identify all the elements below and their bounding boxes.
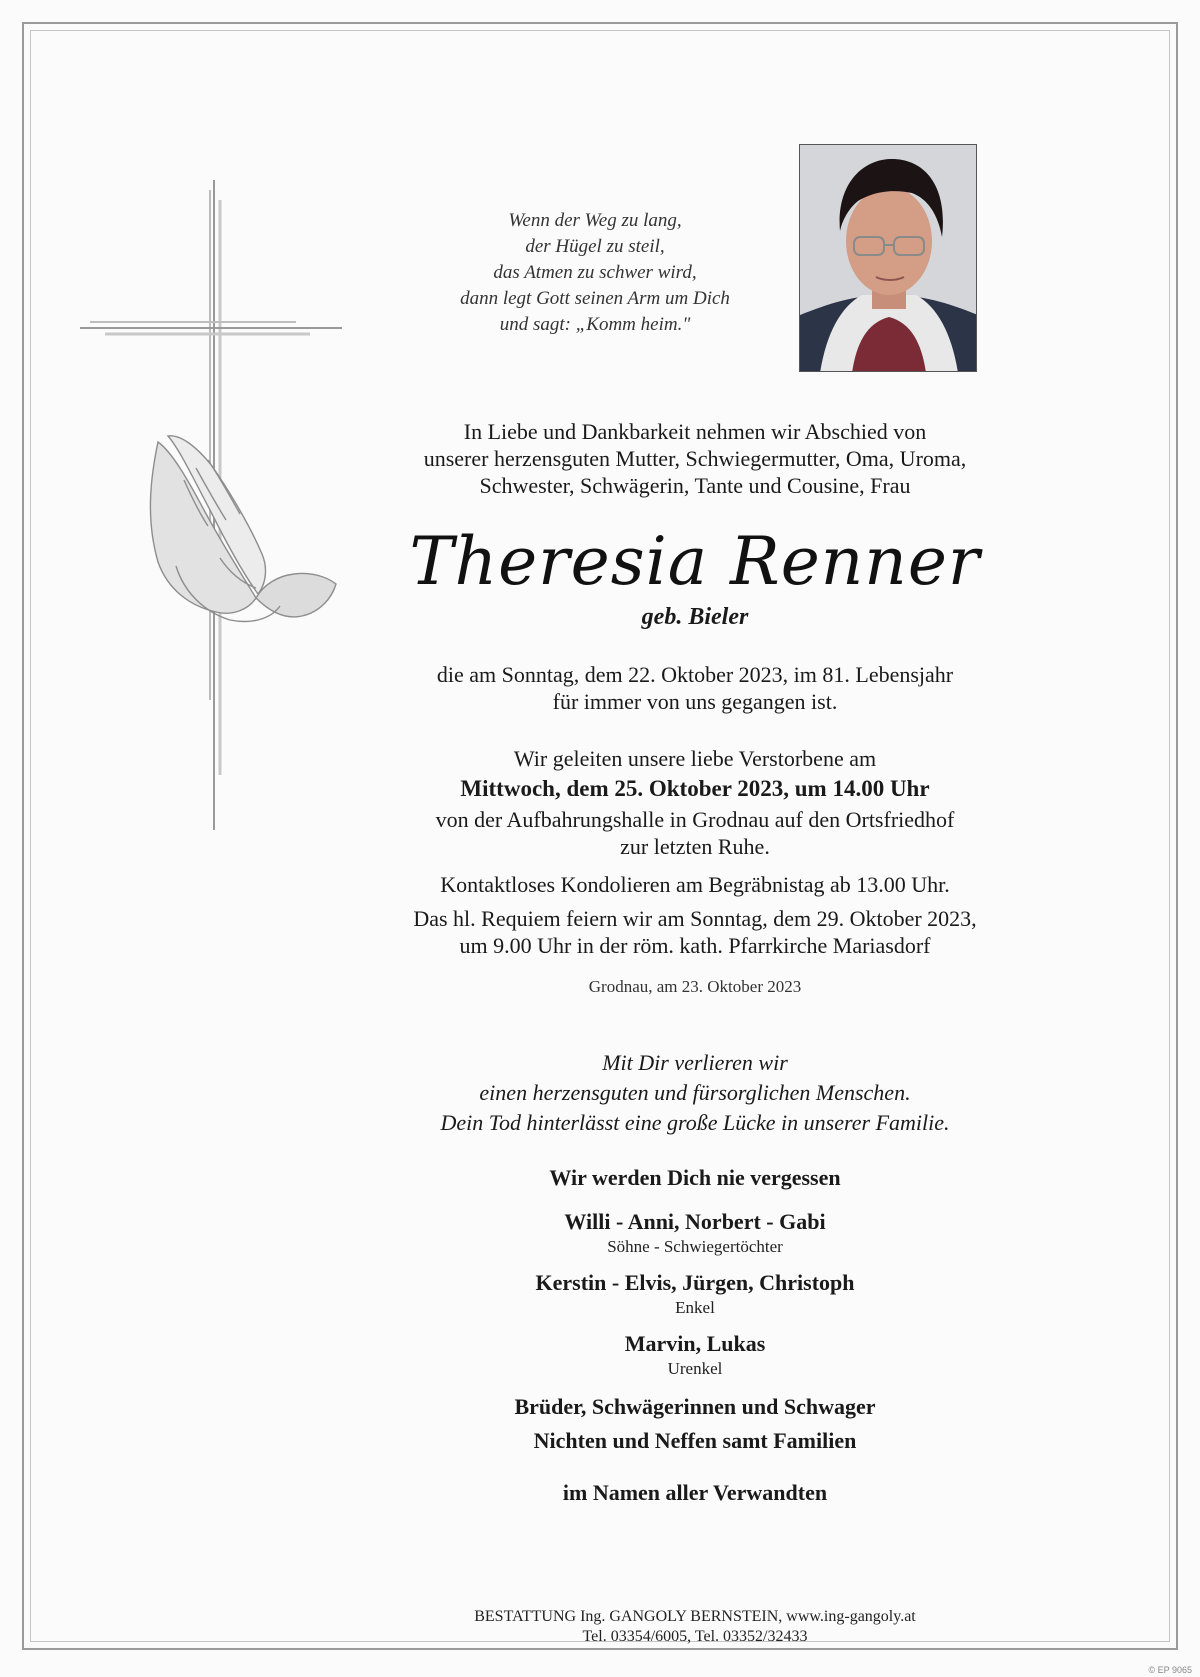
place-and-date: Grodnau, am 23. Oktober 2023 [588, 977, 802, 996]
poem-line: das Atmen zu schwer wird, [493, 262, 697, 283]
poem [400, 208, 790, 338]
death-notice [360, 661, 1030, 715]
print-code: © EP 9065 [1148, 1665, 1192, 1675]
funeral-line: von der Aufbahrungshalle in Grodnau auf den Ortsfriedhof [435, 807, 955, 832]
intro-text [360, 418, 1030, 499]
requiem-line: Das hl. Requiem feiern wir am Sonntag, dem 29. Oktober 2023, [413, 906, 977, 931]
family-heading: Wir werden Dich nie vergessen [549, 1165, 841, 1190]
intro-line: In Liebe und Dankbarkeit nehmen wir Abschied von [463, 419, 927, 444]
funeral-line: Wir geleiten unsere liebe Verstorbene am [513, 746, 877, 771]
family-group [360, 1329, 1030, 1378]
requiem-info [360, 905, 1030, 959]
farewell-line: einen herzensguten und fürsorglichen Menschen. [479, 1080, 911, 1105]
poem-line: Wenn der Weg zu lang, [508, 210, 682, 231]
family-others-line: Brüder, Schwägerinnen und Schwager [514, 1394, 876, 1419]
family-role: Enkel [675, 1298, 715, 1317]
family-list [360, 1163, 1030, 1508]
poem-line: der Hügel zu steil, [525, 236, 665, 257]
family-role: Urenkel [667, 1359, 723, 1378]
contactless-condolence: Kontaktloses Kondolieren am Begräbnistag ab 13.00 Uhr. [440, 872, 950, 897]
family-role: Söhne - Schwiegertöchter [607, 1237, 783, 1256]
family-names: Kerstin - Elvis, Jürgen, Christoph [535, 1270, 855, 1295]
cross-with-praying-hands-icon [80, 180, 350, 840]
birth-name: geb. Bieler [641, 604, 749, 630]
requiem-line: um 9.00 Uhr in der röm. kath. Pfarrkirche Mariasdorf [459, 933, 931, 958]
deceased-name: Theresia Renner [409, 523, 981, 600]
family-others [360, 1390, 1030, 1458]
farewell-line: Mit Dir verlieren wir [602, 1050, 788, 1075]
farewell-line: Dein Tod hinterlässt eine große Lücke in unserer Familie. [440, 1110, 950, 1135]
death-line: die am Sonntag, dem 22. Oktober 2023, im 81. Lebensjahr [436, 662, 954, 687]
family-names: Willi - Anni, Norbert - Gabi [564, 1209, 826, 1234]
family-closing: im Namen aller Verwandten [562, 1480, 828, 1505]
poem-line: dann legt Gott seinen Arm um Dich [460, 288, 730, 309]
farewell-text [360, 1048, 1030, 1138]
footer-funeral-home [360, 1607, 1030, 1647]
family-others-line: Nichten und Neffen samt Familien [533, 1428, 857, 1453]
funeral-line: zur letzten Ruhe. [620, 834, 770, 859]
family-names: Marvin, Lukas [624, 1331, 766, 1356]
family-group [360, 1207, 1030, 1256]
death-line: für immer von uns gegangen ist. [552, 689, 838, 714]
family-group [360, 1268, 1030, 1317]
portrait-photo [799, 144, 977, 372]
portrait-illustration [800, 145, 977, 372]
footer-line: Tel. 03354/6005, Tel. 03352/32433 [582, 1628, 808, 1645]
footer-line: BESTATTUNG Ing. GANGOLY BERNSTEIN, www.ing-gangoly.at [474, 1608, 916, 1625]
intro-line: Schwester, Schwägerin, Tante und Cousine, Frau [479, 473, 911, 498]
poem-line: und sagt: „Komm heim." [499, 314, 691, 335]
funeral-info [360, 745, 1030, 860]
intro-line: unserer herzensguten Mutter, Schwiegermutter, Oma, Uroma, [423, 446, 967, 471]
funeral-date: Mittwoch, dem 25. Oktober 2023, um 14.00 Uhr [460, 776, 930, 801]
